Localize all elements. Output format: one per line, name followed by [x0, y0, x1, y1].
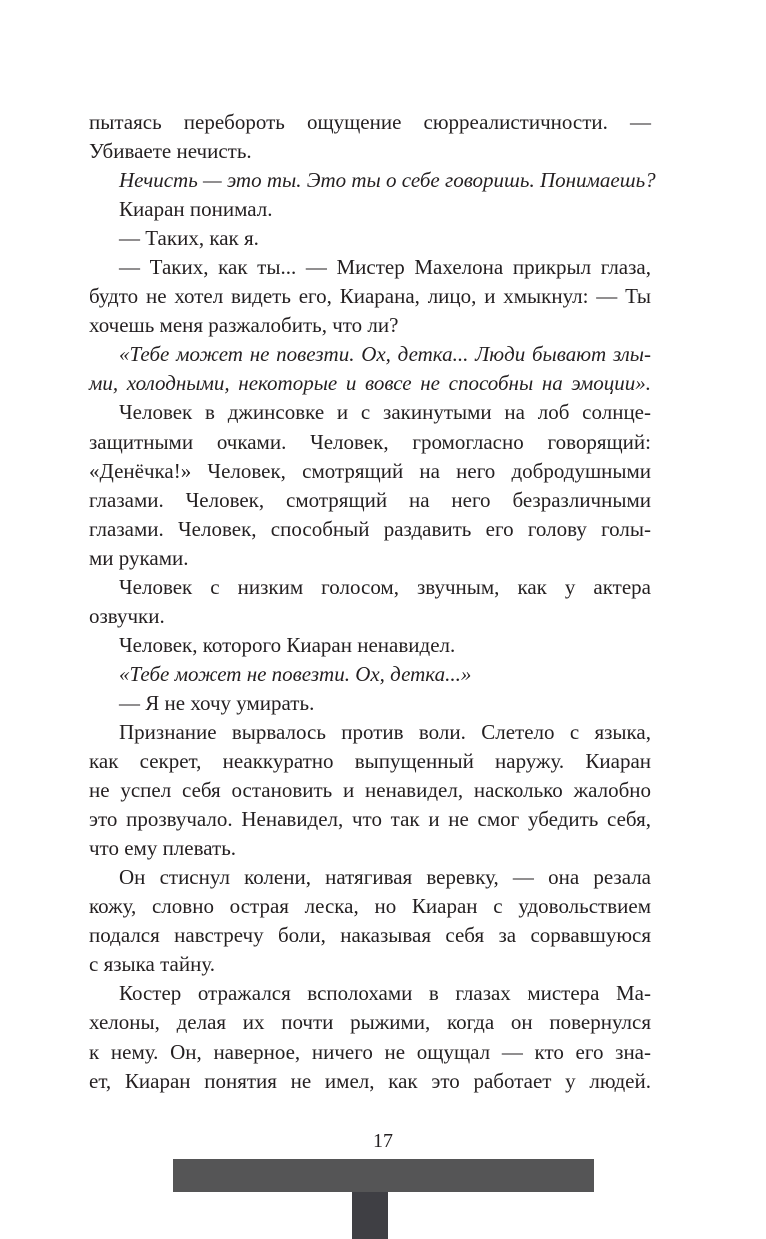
- text-line: подался навстречу боли, наказывая себя за сорвавшуюся: [89, 923, 651, 948]
- text-line: Нечисть — это ты. Это ты о себе говоришь. Понимаешь?: [119, 168, 656, 193]
- text-line: «Денёчка!» Человек, смотрящий на него добродушными: [89, 458, 651, 483]
- text-line: глазами. Человек, способный раздавить его голову голы-: [89, 516, 651, 541]
- text-line: с языка тайну.: [89, 952, 215, 977]
- text-line: ет, Киаран понятия не имел, как это работает у людей.: [89, 1068, 651, 1093]
- text-line: будто не хотел видеть его, Киарана, лицо, и хмыкнул: — Ты: [89, 284, 651, 309]
- text-line: Убиваете нечисть.: [89, 139, 252, 164]
- text-line: — Я не хочу умирать.: [119, 690, 315, 715]
- text-line: «Тебе может не повезти. Ох, детка... Люди бывают злы-: [119, 342, 651, 367]
- text-line: не успел себя остановить и ненавидел, насколько жалобно: [89, 778, 651, 803]
- body-text: [89, 108, 656, 1096]
- text-line: Костер отражался всполохами в глазах мистера Ма-: [119, 981, 651, 1006]
- text-line: хелоны, делая их почти рыжими, когда он повернулся: [89, 1010, 651, 1035]
- footer-bar: [173, 1159, 594, 1192]
- text-line: кожу, словно острая леска, но Киаран с удовольствием: [89, 894, 651, 919]
- text-line: как секрет, неаккуратно выпущенный наружу. Киаран: [89, 749, 651, 774]
- text-line: ми, холодными, некоторые и вовсе не способны на эмоции».: [89, 371, 651, 396]
- text-line: к нему. Он, наверное, ничего не ощущал — кто его зна-: [89, 1039, 651, 1064]
- page-number: 17: [373, 1130, 393, 1152]
- text-line: хочешь меня разжалобить, что ли?: [89, 313, 399, 338]
- text-line: «Тебе может не повезти. Ох, детка...»: [119, 661, 472, 686]
- text-line: это прозвучало. Ненавидел, что так и не смог убедить себя,: [89, 807, 651, 832]
- text-line: Признание вырвалось против воли. Слетело с языка,: [119, 719, 651, 744]
- text-line: Киаран понимал.: [119, 197, 273, 222]
- text-line: ми руками.: [89, 545, 189, 570]
- text-line: Человек, которого Киаран ненавидел.: [119, 632, 456, 657]
- text-line: Человек в джинсовке и с закинутыми на лоб солнце-: [119, 400, 651, 425]
- text-line: — Таких, как ты... — Мистер Махелона прикрыл глаза,: [119, 255, 651, 280]
- text-line: пытаясь перебороть ощущение сюрреалистичности. —: [89, 110, 651, 134]
- text-line: Человек с низким голосом, звучным, как у актера: [119, 574, 651, 599]
- text-line: что ему плевать.: [89, 836, 237, 861]
- text-line: глазами. Человек, смотрящий на него безразличными: [89, 487, 651, 512]
- text-line: озвучки.: [89, 603, 165, 628]
- text-line: Он стиснул колени, натягивая веревку, — она резала: [119, 865, 651, 890]
- text-line: — Таких, как я.: [119, 226, 259, 251]
- text-line: защитными очками. Человек, громогласно говорящий:: [89, 429, 651, 454]
- footer-tab: [352, 1192, 388, 1239]
